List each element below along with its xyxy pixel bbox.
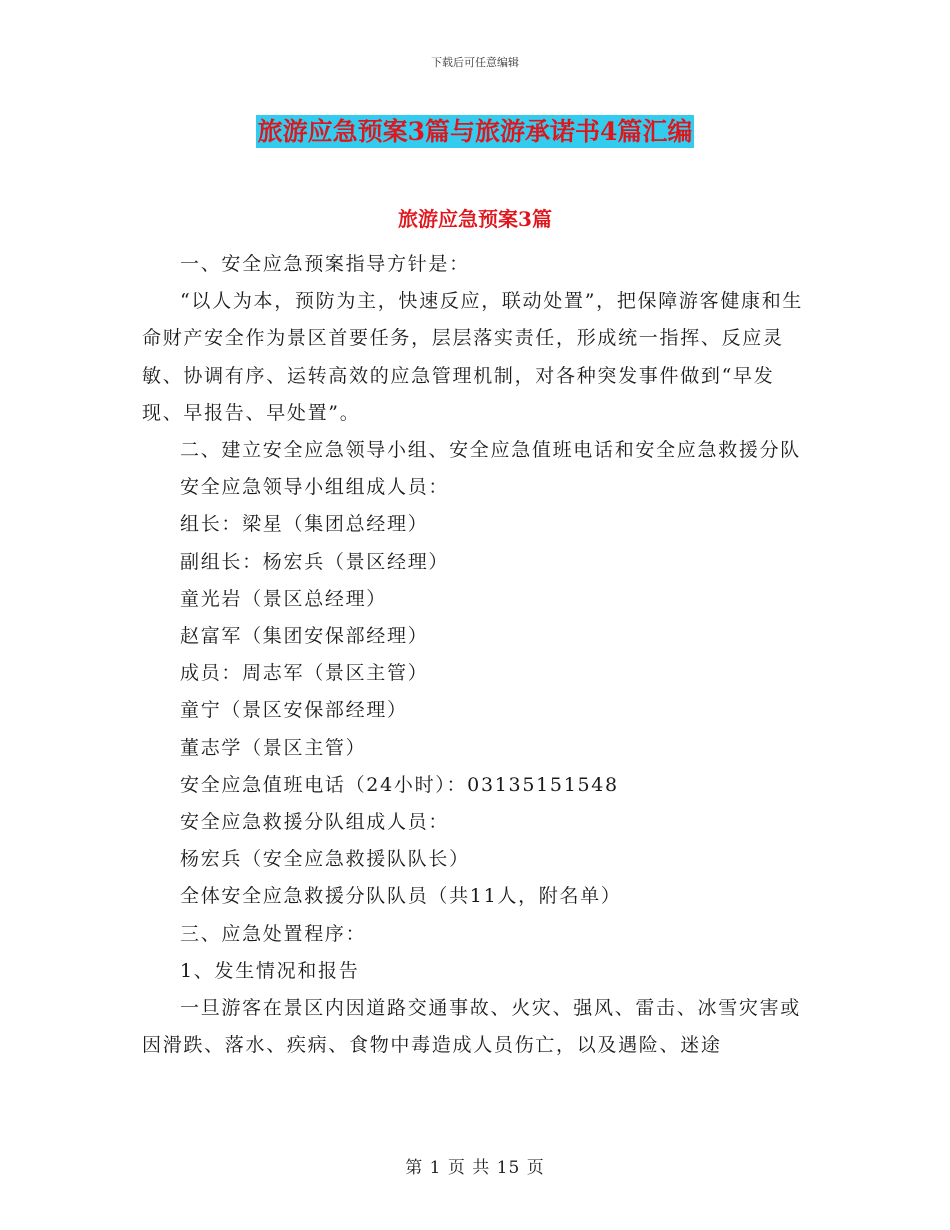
paragraph: 1、发生情况和报告 [180, 959, 360, 982]
paragraph: 全体安全应急救援分队队员（共11人，附名单） [180, 885, 622, 908]
paragraph: 一、安全应急预案指导方针是： [180, 253, 470, 275]
main-title-text: 旅游应急预案3篇与旅游承诺书4篇汇编 [257, 117, 693, 146]
main-title [0, 112, 950, 148]
paragraph: 二、建立安全应急领导小组、安全应急值班电话和安全应急救援分队 [180, 439, 802, 462]
paragraph: 三、应急处置程序： [180, 922, 367, 945]
paragraph: 童光岩（景区总经理） [180, 587, 388, 610]
paragraph: 成员：周志军（景区主管） [180, 662, 429, 685]
paragraph: 赵富军（集团安保部经理） [180, 625, 429, 648]
paragraph: 副组长：杨宏兵（景区经理） [180, 550, 450, 573]
paragraph: 安全应急值班电话（24小时）：03135151548 [180, 773, 619, 796]
paragraph: 组长：梁星（集团总经理） [180, 513, 429, 536]
document-body [142, 246, 808, 1064]
paragraph: 一旦游客在景区内因道路交通事故、火灾、强风、雷击、冰雪灾害或因滑跌、落水、疾病、食物中毒造成人员伤亡，以及遇险、迷途 [142, 997, 802, 1057]
page-footer: 第 1 页 共 15 页 [405, 1158, 545, 1178]
paragraph: 杨宏兵（安全应急救援队队长） [180, 848, 470, 871]
section-title: 旅游应急预案3篇 [398, 207, 552, 231]
paragraph: 安全应急救援分队组成人员： [180, 811, 450, 834]
paragraph: “以人为本，预防为主，快速反应，联动处置”，把保障游客健康和生命财产安全作为景区首要任务，层层落实责任，形成统一指挥、反应灵敏、协调有序、运转高效的应急管理机制，对各种突发事件做到“早发现、早报告、早处置”。 [142, 290, 804, 424]
paragraph: 安全应急领导小组组成人员： [180, 476, 450, 499]
paragraph: 董志学（景区主管） [180, 736, 367, 759]
paragraph: 童宁（景区安保部经理） [180, 699, 408, 722]
header-note: 下载后可任意编辑 [431, 56, 519, 69]
